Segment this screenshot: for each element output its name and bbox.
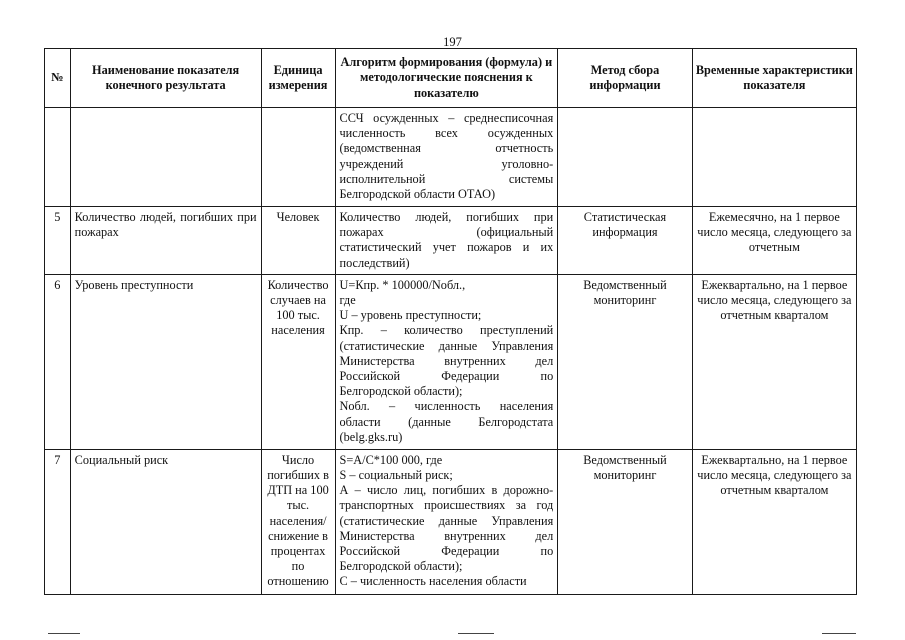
table-header-row	[45, 49, 857, 108]
row-unit: Число погибших в ДТП на 100 тыс. населения/ снижение в процентах по отношению	[261, 449, 335, 594]
algorithm-line: ССЧ осужденных – среднесписочная	[339, 111, 554, 125]
algorithm-line: Белгородской области);	[339, 559, 463, 574]
algorithm-line: Российской Федерации по	[339, 369, 554, 384]
row-time	[692, 108, 856, 207]
row-method: Ведомственный мониторинг	[558, 449, 692, 594]
algorithm-line: U=Кпр. * 100000/Nобл.,	[339, 277, 466, 292]
algorithm-line: Министерства внутренних дел	[339, 353, 554, 368]
algorithm-line: А – число лиц, погибших в дорожно-	[339, 483, 554, 498]
footer-rule-left	[48, 633, 80, 634]
algorithm-line: (статистические данные Управления	[339, 338, 554, 353]
header-num: №	[45, 49, 71, 108]
algorithm-line: учреждений уголовно-	[339, 156, 554, 171]
algorithm-line: С – численность населения области	[339, 574, 527, 589]
row-num: 5	[45, 207, 71, 275]
row-name: Социальный риск	[70, 449, 261, 594]
row-algorithm	[335, 274, 558, 449]
table-row	[45, 274, 857, 449]
footer-rule-center	[458, 633, 494, 634]
table-row	[45, 449, 857, 594]
row-unit: Количество случаев на 100 тыс. населения	[261, 274, 335, 449]
algorithm-line: области (данные Белгородстата	[339, 414, 554, 429]
header-method: Метод сбора информации	[558, 49, 692, 108]
algorithm-line: U – уровень преступности;	[339, 308, 482, 323]
algorithm-line: Количество людей, погибших при	[339, 210, 554, 224]
row-time: Ежеквартально, на 1 первое число месяца, следующего за отчетным кварталом	[692, 274, 856, 449]
page-number: 197	[443, 35, 462, 49]
row-algorithm	[335, 207, 558, 275]
algorithm-line: (ведомственная отчетность	[339, 141, 554, 156]
algorithm-line: Кпр. – количество преступлений	[339, 323, 554, 338]
algorithm-line: S=A/C*100 000, где	[339, 452, 443, 467]
algorithm-line: транспортных происшествиях за год	[339, 498, 554, 513]
row-method: Статистическая информация	[558, 207, 692, 275]
algorithm-line: численность всех осужденных	[339, 126, 554, 141]
row-time: Ежемесячно, на 1 первое число месяца, следующего за отчетным	[692, 207, 856, 275]
header-name: Наименование показателя конечного результата	[70, 49, 261, 108]
row-method: Ведомственный мониторинг	[558, 274, 692, 449]
header-algorithm: Алгоритм формирования (формула) и методологические пояснения к показателю	[335, 49, 558, 108]
algorithm-line: статистический учет пожаров и их	[339, 240, 554, 255]
algorithm-line: Nобл. – численность населения	[339, 399, 554, 414]
row-unit: Человек	[261, 207, 335, 275]
algorithm-line: последствий)	[339, 255, 410, 270]
row-method	[558, 108, 692, 207]
table-row	[45, 108, 857, 207]
algorithm-line: где	[339, 293, 356, 308]
algorithm-line: Белгородской области ОТАО)	[339, 187, 496, 202]
header-time: Временные характеристики показателя	[692, 49, 856, 108]
algorithm-line: S – социальный риск;	[339, 468, 453, 483]
row-algorithm	[335, 449, 558, 594]
row-time: Ежеквартально, на 1 первое число месяца, следующего за отчетным кварталом	[692, 449, 856, 594]
header-unit: Единица измерения	[261, 49, 335, 108]
algorithm-line: Российской Федерации по	[339, 544, 554, 559]
row-num: 6	[45, 274, 71, 449]
row-num	[45, 108, 71, 207]
algorithm-line: Белгородской области);	[339, 384, 463, 399]
row-unit	[261, 108, 335, 207]
row-algorithm	[335, 108, 558, 207]
algorithm-line: (belg.gks.ru)	[339, 429, 403, 444]
algorithm-line: Министерства внутренних дел	[339, 528, 554, 543]
row-name	[70, 108, 261, 207]
row-name: Уровень преступности	[70, 274, 261, 449]
row-num: 7	[45, 449, 71, 594]
indicators-table	[44, 48, 857, 595]
algorithm-line: пожарах (официальный	[339, 225, 554, 240]
algorithm-line: (статистические данные Управления	[339, 513, 554, 528]
footer-rule-right	[822, 633, 856, 634]
table-row	[45, 207, 857, 275]
row-name: Количество людей, погибших при пожарах	[70, 207, 261, 275]
algorithm-line: исполнительной системы	[339, 171, 554, 186]
